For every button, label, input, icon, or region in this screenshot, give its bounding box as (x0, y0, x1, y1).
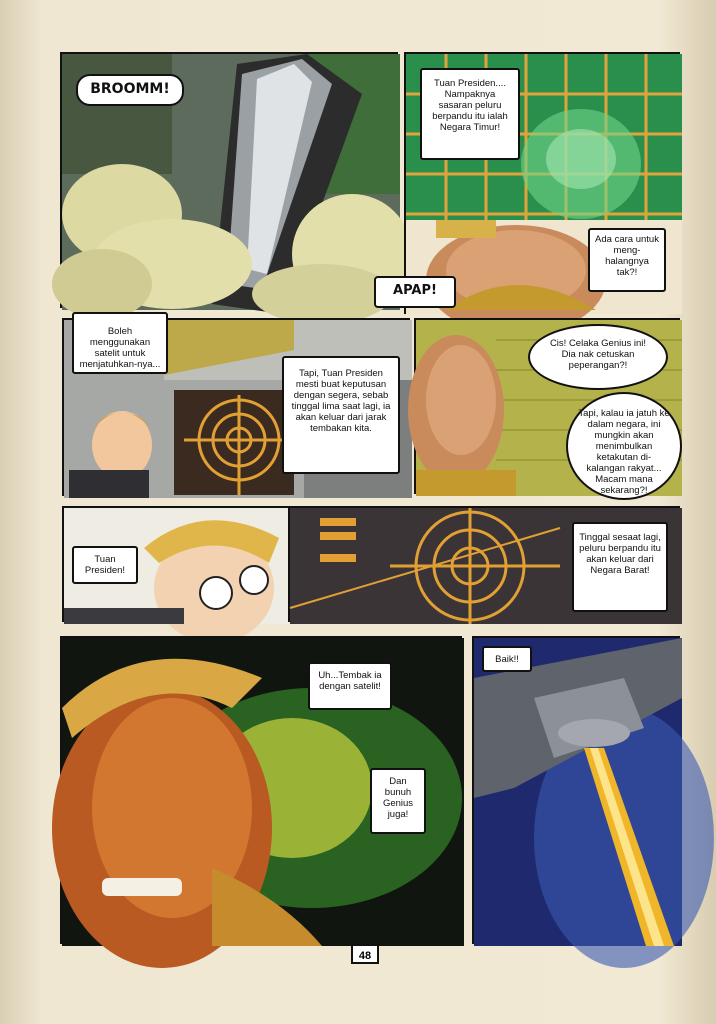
panel-president-angry (393, 220, 680, 314)
panel-control-room (62, 318, 410, 496)
panel-satellite-firing (472, 636, 680, 944)
thought-bubble: Cis! Celaka Genius ini! Dia nak cetuskan peperangan?! (528, 324, 668, 390)
speech-bubble: Tinggal sesaat lagi, peluru berpandu itu akan keluar dari Negara Barat! (572, 522, 668, 612)
satellite-firing-art (474, 638, 682, 946)
speech-bubble: Dan bunuh Genius juga! (370, 768, 426, 834)
speech-bubble: Tapi, Tuan Presiden mesti buat keputusan dengan segera, sebab tinggal lima saat lagi, ia akan keluar dari jarak tembakan kita. (282, 356, 400, 474)
panel-president-furious (60, 636, 462, 944)
speech-bubble: Tuan Presiden! (72, 546, 138, 584)
speech-bubble: Ada cara untuk meng-halangnya tak?! (588, 228, 666, 292)
panel-aide-closeup (62, 506, 288, 622)
speech-bubble: Boleh menggunakan satelit untuk menjatuhkan-nya... (72, 312, 168, 374)
panel-missile-launch (60, 52, 398, 308)
speech-bubble: Uh...Tembak ia dengan satelit! (308, 662, 392, 710)
shout-apap: APAP! (374, 276, 456, 308)
thought-bubble: Tapi, kalau ia jatuh ke dalam negara, ini mungkin akan menimbulkan ketakutan di-kalangan rakyat... Macam mana sekarang?! (566, 392, 682, 500)
panel-radar-screen (404, 52, 680, 220)
panel-targeting-screen (288, 506, 680, 622)
speech-bubble: Tuan Presiden.... Nampaknya sasaran peluru berpandu itu ialah Negara Timur! (420, 68, 520, 160)
speech-bubble: Baik!! (482, 646, 532, 672)
sfx-broomm: BROOMM! (76, 74, 184, 106)
page-number: 48 (351, 944, 379, 964)
panel-president-thinking (414, 318, 680, 494)
